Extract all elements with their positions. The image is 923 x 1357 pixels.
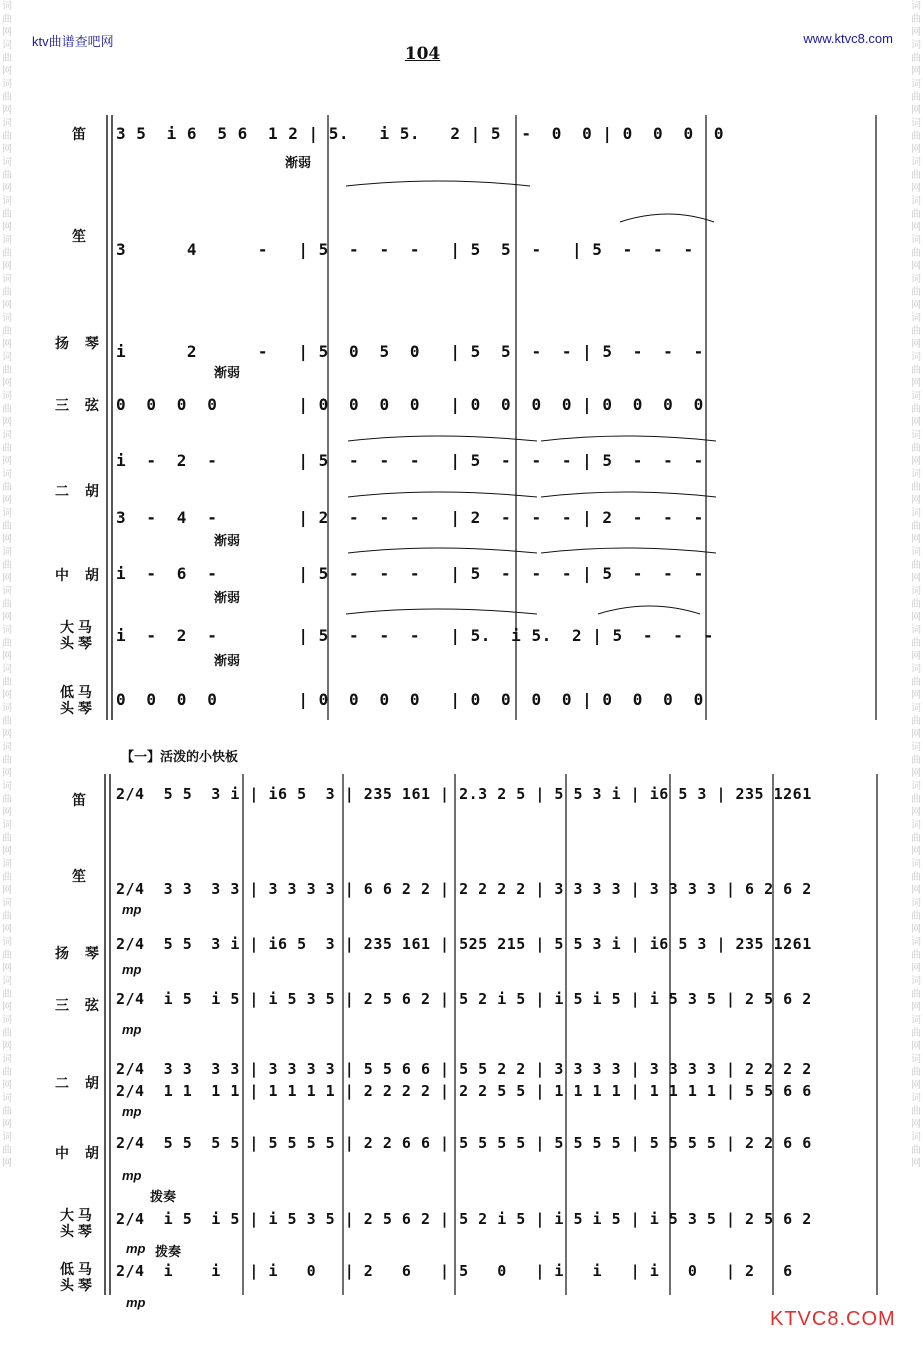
- instrument-sheng: 笙: [72, 228, 92, 244]
- instrument-yangqin: 扬 琴: [55, 945, 105, 961]
- section-title: 【一】活泼的小快板: [121, 749, 239, 764]
- notes-erhu-lower: 2/4 1 1 1 1 | 1 1 1 1 | 2 2 2 2 | 2 2 5 5 | 1 1 1 1 | 1 1 1 1 | 5 5 6 6: [116, 1082, 812, 1100]
- expression-decresc: 渐弱: [214, 590, 241, 605]
- expression-decresc: 渐弱: [214, 365, 241, 380]
- dynamic-mp: mp: [126, 1241, 146, 1256]
- notes-zhonghu: i - 6 - | 5 - - - | 5 - - - | 5 - - -: [116, 564, 704, 583]
- expression-decresc: 渐弱: [214, 533, 241, 548]
- instrument-erhu: 二 胡: [55, 1075, 105, 1091]
- dynamic-mp: mp: [122, 902, 142, 917]
- page-number: 104: [404, 44, 441, 64]
- site-name[interactable]: ktv曲谱查吧网: [32, 34, 114, 49]
- notes-sanxian: 2/4 i 5 i 5 | i 5 3 5 | 2 5 6 2 | 5 2 i 5 | i 5 i 5 | i 5 3 5 | 2 5 6 2: [116, 990, 812, 1008]
- notes-yangqin: i 2 - | 5 0 5 0 | 5 5 - - | 5 - - -: [116, 342, 704, 361]
- instrument-da-matouqin: 大 马 头 琴: [60, 619, 92, 651]
- instrument-erhu: 二 胡: [55, 483, 105, 499]
- dynamic-mp: mp: [126, 1295, 146, 1310]
- dynamic-mp: mp: [122, 1104, 142, 1119]
- notes-erhu-upper: i - 2 - | 5 - - - | 5 - - - | 5 - - -: [116, 451, 704, 470]
- watermark-logo: KTVC8.COM: [770, 1308, 896, 1330]
- notes-erhu-upper: 2/4 3 3 3 3 | 3 3 3 3 | 5 5 6 6 | 5 5 2 2 | 3 3 3 3 | 3 3 3 3 | 2 2 2 2: [116, 1060, 812, 1078]
- instrument-di: 笛: [72, 792, 92, 808]
- expression-decresc: 渐弱: [285, 155, 312, 170]
- instrument-di-matouqin: 低 马 头 琴: [60, 1261, 92, 1293]
- notes-da-matouqin: i - 2 - | 5 - - - | 5. i 5. 2 | 5 - - -: [116, 626, 714, 645]
- notes-di-matouqin: 2/4 i i | i 0 | 2 6 | 5 0 | i i | i 0 | 2 6: [116, 1262, 793, 1280]
- dynamic-mp: mp: [122, 1168, 142, 1183]
- dynamic-mp: mp: [122, 1022, 142, 1037]
- instrument-sanxian: 三 弦: [55, 997, 105, 1013]
- instrument-di-matouqin: 低 马 头 琴: [60, 684, 92, 716]
- notes-sheng: 2/4 3 3 3 3 | 3 3 3 3 | 6 6 2 2 | 2 2 2 2 | 3 3 3 3 | 3 3 3 3 | 6 2 6 2: [116, 880, 812, 898]
- instrument-sheng: 笙: [72, 868, 92, 884]
- instrument-da-matouqin: 大 马 头 琴: [60, 1207, 92, 1239]
- instrument-zhonghu: 中 胡: [55, 567, 105, 583]
- expression-decresc: 渐弱: [214, 653, 241, 668]
- technique-pizz: 拨奏: [150, 1189, 177, 1204]
- instrument-di: 笛: [72, 126, 92, 142]
- notes-di-matouqin: 0 0 0 0 | 0 0 0 0 | 0 0 0 0 | 0 0 0 0: [116, 690, 704, 709]
- notes-da-matouqin: 2/4 i 5 i 5 | i 5 3 5 | 2 5 6 2 | 5 2 i 5 | i 5 i 5 | i 5 3 5 | 2 5 6 2: [116, 1210, 812, 1228]
- instrument-yangqin: 扬 琴: [55, 335, 105, 351]
- notes-erhu-lower: 3 - 4 - | 2 - - - | 2 - - - | 2 - - -: [116, 508, 704, 527]
- site-url[interactable]: www.ktvc8.com: [803, 31, 893, 46]
- technique-pizz: 拨奏: [155, 1244, 182, 1259]
- notes-sanxian: 0 0 0 0 | 0 0 0 0 | 0 0 0 0 | 0 0 0 0: [116, 395, 704, 414]
- right-edge-watermark: 词曲网词曲网词曲网词曲网词曲网词曲网词曲网词曲网词曲网词曲网词曲网词曲网词曲网词曲网词曲网词曲网词曲网词曲网词曲网词曲网词曲网词曲网词曲网词曲网词曲网词曲网词曲网词曲网词曲网词曲网: [911, 1, 921, 1169]
- left-edge-watermark: 词曲网词曲网词曲网词曲网词曲网词曲网词曲网词曲网词曲网词曲网词曲网词曲网词曲网词曲网词曲网词曲网词曲网词曲网词曲网词曲网词曲网词曲网词曲网词曲网词曲网词曲网词曲网词曲网词曲网词曲网: [2, 1, 12, 1169]
- dynamic-mp: mp: [122, 962, 142, 977]
- instrument-sanxian: 三 弦: [55, 397, 105, 413]
- notes-yangqin: 2/4 5 5 3 i | i6 5 3 | 235 161 | 525 215 | 5 5 3 i | i6 5 3 | 235 1261: [116, 935, 812, 953]
- notes-sheng: 3 4 - | 5 - - - | 5 5 - | 5 - - -: [116, 240, 694, 259]
- notes-di: 3 5 i 6 5 6 1 2 | 5. i 5. 2 | 5 - 0 0 | 0 0 0 0: [116, 124, 724, 143]
- notes-di: 2/4 5 5 3 i | i6 5 3 | 235 161 | 2.3 2 5 | 5 5 3 i | i6 5 3 | 235 1261: [116, 785, 812, 803]
- instrument-zhonghu: 中 胡: [55, 1145, 105, 1161]
- notes-zhonghu: 2/4 5 5 5 5 | 5 5 5 5 | 2 2 6 6 | 5 5 5 5 | 5 5 5 5 | 5 5 5 5 | 2 2 6 6: [116, 1134, 812, 1152]
